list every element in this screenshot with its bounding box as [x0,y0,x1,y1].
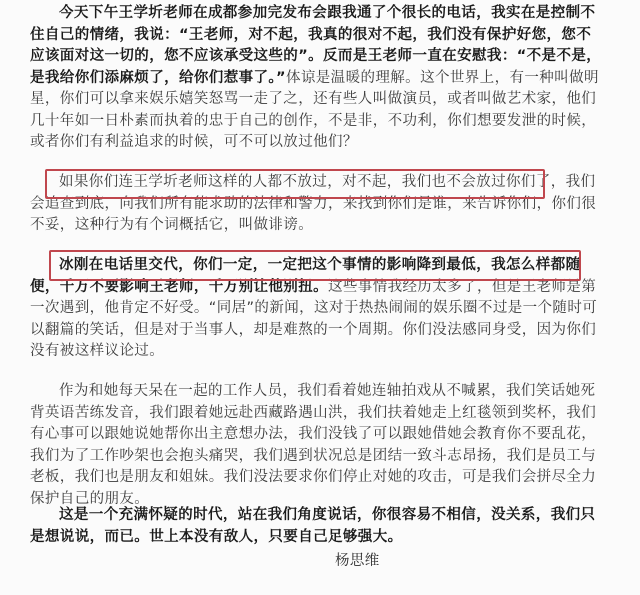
signature: 杨思维 [335,553,380,569]
paragraph-5: 这是一个充满怀疑的时代，站在我们角度说话，你很容易不相信，没关系，我们只是想说说，而已。世上本没有敌人，只要自己足够强大。 [30,507,596,545]
paragraph-3 [30,255,602,363]
paragraph-1 [30,3,602,154]
paragraph-1-bold-text: 今天下午王学圻老师在成都参加完发布会跟我通了个很长的电话，我实在是控制不住自己的情绪，我说：“王老师，对不起，我真的很对不起，我们没有保护好您，您不应该面对这一切的，您不应该承受这些的”。反而是王老师一直在安慰我：“不是不是，是我给你们添麻烦了，给你们惹事了。” [30,5,602,86]
paragraph-4: 作为和她每天呆在一起的工作人员，我们看着她连轴拍戏从不喊累，我们笑话她死背英语苦练发音，我们跟着她远赴西藏路遇山洪，我们扶着她走上红毯领到奖杯，我们有心事可以跟她说她帮你出主意想办法，我们没钱了可以跟她借她会教育你不要乱花，我们为了工作吵架也会抱头痛哭，我们遇到状况总是团结一致斗志昂扬，我们是员工与老板，我们也是朋友和姐妹。我们没法要求你们停止对她的攻击，可是我们会拼尽全力保护自己的朋友。 [30,383,597,507]
paragraph-3-bold-text: 冰刚在电话里交代，你们一定，一定把这个事情的影响降到最低，我怎么样都随便，千万不要影响王老师，千万别让他别扭。 [30,257,581,295]
paragraph-3-regular-text: 这些事情我经历太多了，但是王老师是第一次遇到，他肯定不好受。“同居”的新闻，这对于热热闹闹的娱乐圈不过是一个随时可以翻篇的笑话，但是对于当事人，却是难熬的一个周期。你们没法感同身受，因为你们没有被这样议论过。 [30,278,598,359]
paragraph-1-regular-text: 体谅是温暖的理解。这个世界上，有一种叫做明星，你们可以拿来娱乐嬉笑怒骂一走了之，还有些人叫做演员，或者叫做艺术家，他们几十年如一日朴素而执着的忠于自己的创作，不是非，不功利，你们想要发泄的时候，或者你们有利益追求的时候，可不可以放过他们？ [30,69,599,150]
paragraph-2: 如果你们连王学圻老师这样的人都不放过，对不起，我们也不会放过你们了，我们会追查到底，向我们所有能求助的法律和警力，来找到你们是谁，来告诉你们，你们很不妥，这种行为有个词概括它，叫做诽谤。 [30,174,597,233]
